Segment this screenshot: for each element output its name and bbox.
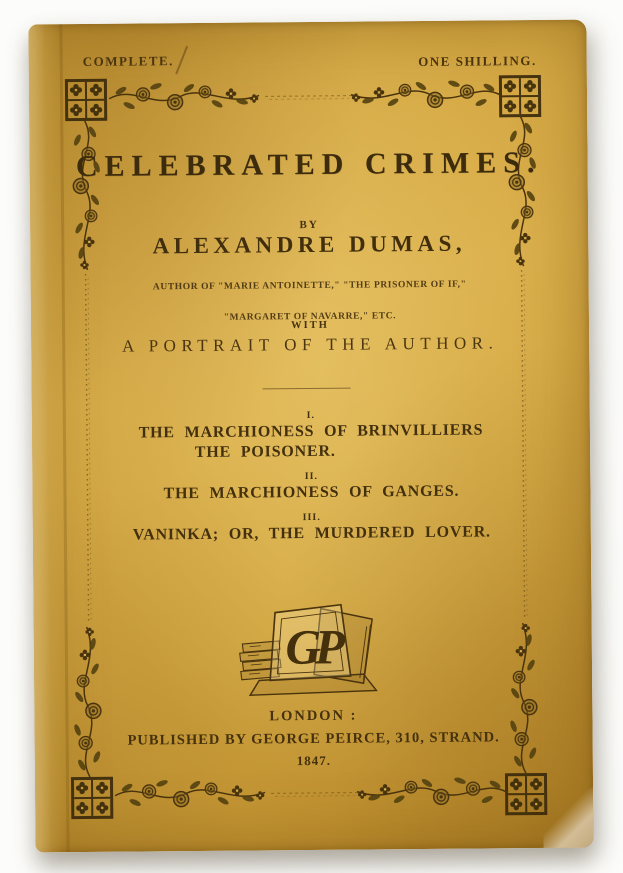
- item-title-line: THE POISONER.: [194, 442, 336, 462]
- book-title: CELEBRATED CRIMES.: [75, 145, 542, 184]
- floral-garland-top-left: [109, 81, 259, 111]
- contents-list: [88, 408, 535, 555]
- author-name: ALEXANDRE DUMAS,: [152, 230, 467, 259]
- publisher-device: [33, 592, 592, 705]
- imprint-block: [34, 706, 593, 772]
- author-credit-line-2: "MARGARET OF NAVARRE," ETC.: [223, 310, 397, 323]
- list-item: [88, 469, 534, 505]
- book-cover: [28, 20, 593, 853]
- item-numeral: III.: [302, 511, 321, 524]
- item-numeral: I.: [306, 409, 316, 422]
- item-title-line: THE MARCHIONESS OF GANGES.: [163, 482, 460, 503]
- item-numeral: II.: [304, 470, 319, 483]
- byline-by: BY: [299, 218, 319, 232]
- price-label: ONE SHILLING.: [418, 53, 537, 70]
- publisher-device-illustration: [225, 593, 401, 703]
- imprint-city: LONDON :: [269, 707, 358, 725]
- corner-ornament-top-left: [66, 80, 105, 119]
- corner-ornament-top-right: [500, 76, 539, 115]
- complete-label: COMPLETE.: [82, 53, 174, 69]
- imprint-publisher: PUBLISHED BY GEORGE PEIRCE, 310, STRAND.: [127, 729, 500, 749]
- item-title-line: VANINKA; OR, THE MURDERED LOVER.: [132, 523, 491, 544]
- list-item: [89, 510, 535, 546]
- with-label: WITH: [291, 319, 329, 332]
- portrait-subtitle: A PORTRAIT OF THE AUTHOR.: [122, 333, 499, 356]
- list-item: [88, 408, 534, 464]
- imprint-year: 1847.: [296, 752, 332, 769]
- corner-ornament-bottom-right: [506, 774, 545, 813]
- monogram-text: GP: [284, 619, 339, 675]
- floral-garland-bottom-left: [115, 778, 265, 808]
- author-credit-line-1: AUTHOR OF "MARIE ANTOINETTE," "THE PRISONER OF IF,": [152, 279, 467, 293]
- floral-garland-top-right: [351, 79, 501, 109]
- corner-ornament-bottom-left: [72, 778, 111, 817]
- floral-garland-bottom-right: [357, 776, 507, 806]
- item-title-line: THE MARCHIONESS OF BRINVILLIERS: [138, 421, 484, 442]
